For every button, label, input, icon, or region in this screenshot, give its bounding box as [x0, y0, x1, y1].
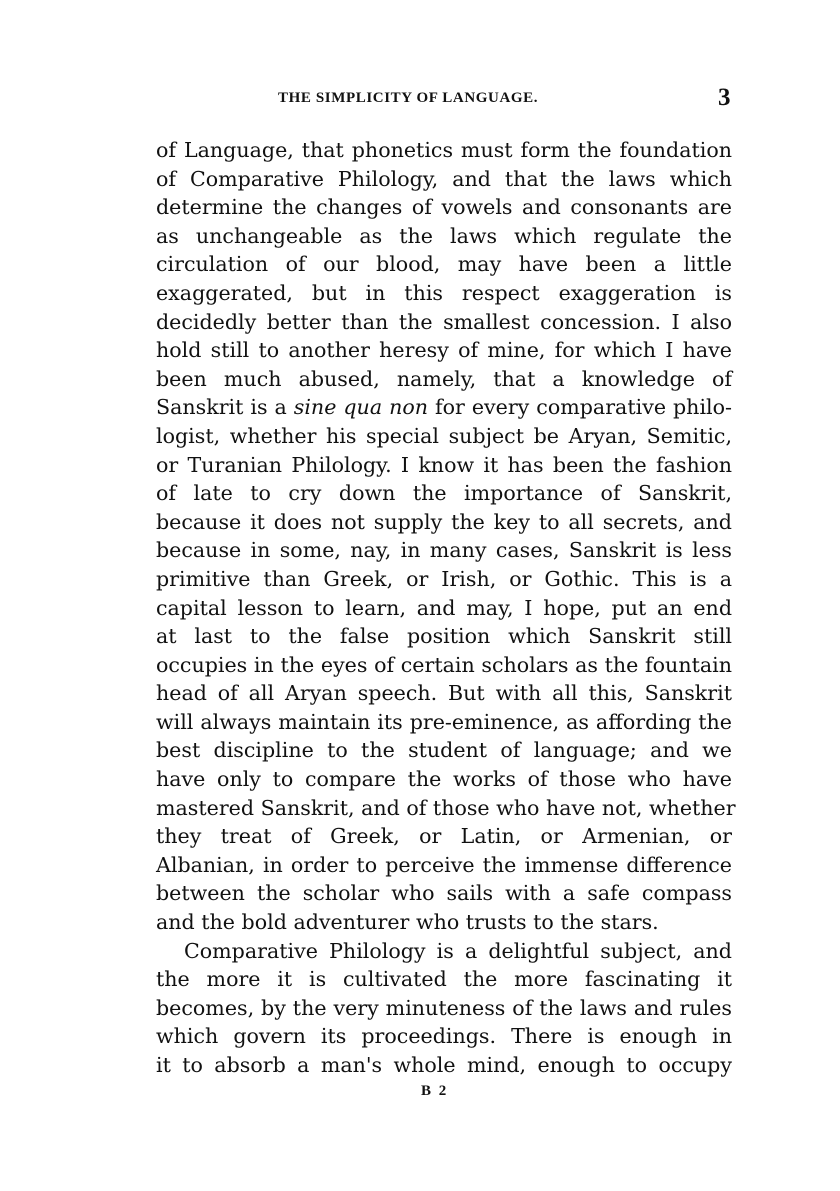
text-line: it to absorb a man's whole mind, enough to occupy	[156, 1053, 732, 1077]
text-line: the more it is cultivated the more fascinating it	[156, 967, 732, 992]
text-line: they treat of Greek, or Latin, or Armenian, or	[156, 824, 732, 849]
text-line: of late to cry down the importance of Sanskrit,	[156, 481, 732, 506]
text-line: occupies in the eyes of certain scholars as the fountain	[156, 652, 732, 677]
text-line: Albanian, in order to perceive the immense difference	[156, 852, 732, 877]
text-line: been much abused, namely, that a knowledge of	[156, 366, 732, 391]
text-line: because it does not supply the key to all secrets, and	[156, 509, 732, 534]
text-line: and the bold adventurer who trusts to the stars.	[156, 910, 659, 935]
body-text	[156, 136, 736, 1080]
text-line: becomes, by the very minuteness of the laws and rules	[156, 995, 732, 1020]
running-title: THE SIMPLICITY OF LANGUAGE.	[278, 90, 539, 106]
signature-mark: B 2	[421, 1083, 449, 1099]
text-line: of Comparative Philology, and that the laws which	[156, 166, 732, 191]
text-line: of Language, that phonetics must form the foundation	[156, 138, 732, 162]
text-segment: Sanskrit is a	[156, 395, 294, 420]
text-line: decidedly better than the smallest concession. I also	[156, 309, 732, 334]
text-line: exaggerated, but in this respect exaggeration is	[156, 280, 732, 305]
page-number: 3	[718, 84, 731, 111]
text-line: because in some, nay, in many cases, Sanskrit is less	[156, 538, 732, 563]
italic-phrase: sine qua non	[293, 395, 428, 420]
text-segment: for every comparative philo-	[428, 395, 732, 420]
text-line: circulation of our blood, may have been a little	[156, 252, 732, 277]
text-line: head of all Aryan speech. But with all this, Sanskrit	[156, 681, 732, 706]
text-line: capital lesson to learn, and may, I hope, put an end	[156, 595, 732, 620]
text-line: or Turanian Philology. I know it has been the fashion	[156, 452, 732, 477]
text-line: between the scholar who sails with a safe compass	[156, 881, 732, 906]
text-line: as unchangeable as the laws which regulate the	[156, 223, 732, 248]
text-line: hold still to another heresy of mine, for which I have	[156, 338, 732, 363]
text-line: logist, whether his special subject be Aryan, Semitic,	[156, 423, 732, 448]
text-line-with-italic	[156, 393, 732, 422]
text-line: mastered Sanskrit, and of those who have not, whether	[156, 795, 736, 820]
text-line: Comparative Philology is a delightful subject, and	[184, 938, 732, 963]
text-line: have only to compare the works of those who have	[156, 767, 732, 792]
text-line: primitive than Greek, or Irish, or Gothic. This is a	[156, 566, 732, 591]
text-line: at last to the false position which Sanskrit still	[156, 624, 732, 649]
text-line: will always maintain its pre-eminence, as affording the	[156, 709, 732, 734]
text-line: which govern its proceedings. There is enough in	[156, 1024, 732, 1049]
text-line: determine the changes of vowels and consonants are	[156, 195, 732, 220]
text-line: best discipline to the student of language; and we	[156, 738, 732, 763]
